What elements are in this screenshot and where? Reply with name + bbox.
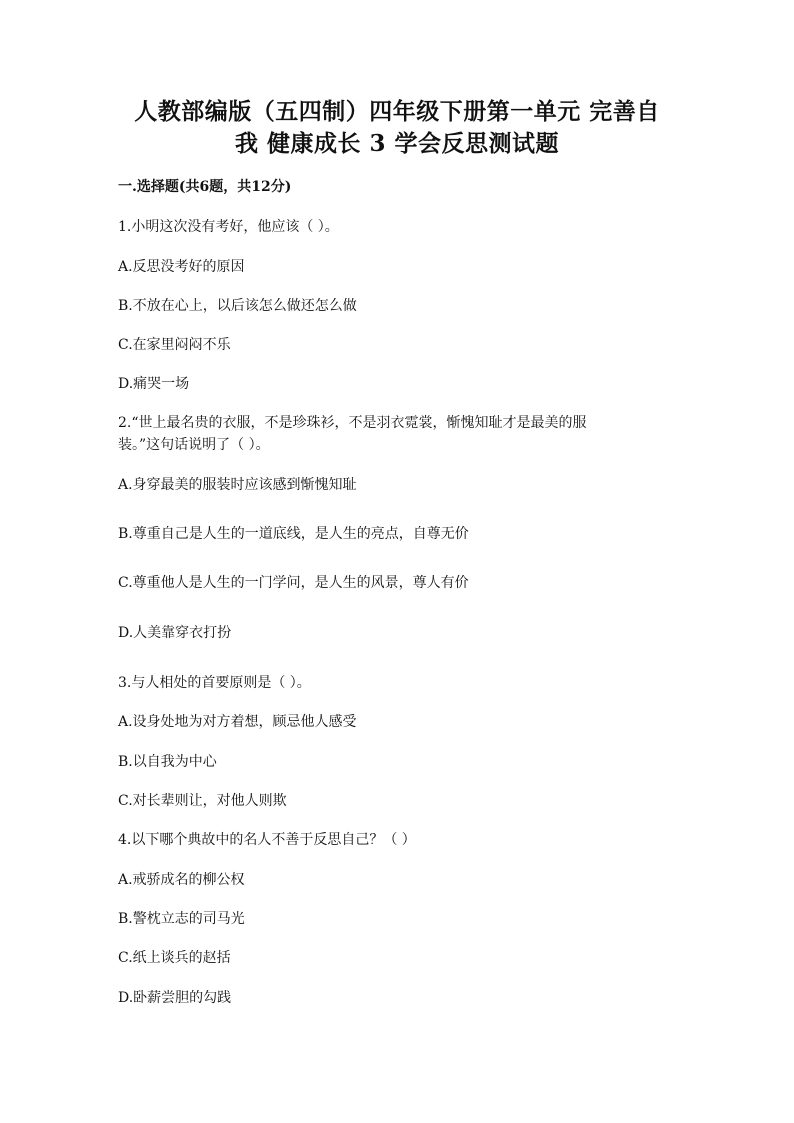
question-1-option-d: D.痛哭一场 (118, 376, 190, 392)
question-3-stem: 3.与人相处的首要原则是（ ）。 (118, 675, 311, 691)
question-4-option-b: B.警枕立志的司马光 (118, 911, 245, 927)
question-3-option-c: C.对长辈则让，对他人则欺 (118, 793, 287, 809)
section-heading: 一.选择题(共6题，共12分) (118, 179, 292, 195)
question-2-option-c: C.尊重他人是人生的一门学问，是人生的风景，尊人有价 (118, 575, 469, 591)
question-2-option-d: D.人美靠穿衣打扮 (118, 625, 232, 641)
question-2-option-a: A.身穿最美的服装时应该感到惭愧知耻 (118, 477, 357, 493)
question-4-option-c: C.纸上谈兵的赵括 (118, 950, 231, 966)
question-2-stem-line-1: 2.“世上最名贵的衣服，不是珍珠衫，不是羽衣霓裳，惭愧知耻才是最美的服 (118, 415, 587, 431)
question-4-option-d: D.卧薪尝胆的勾践 (118, 990, 232, 1006)
question-1-option-c: C.在家里闷闷不乐 (118, 337, 231, 353)
document-title-line-1: 人教部编版（五四制）四年级下册第一单元 完善自 (134, 98, 660, 125)
question-2-option-b: B.尊重自己是人生的一道底线，是人生的亮点，自尊无价 (118, 526, 469, 542)
question-1-option-b: B.不放在心上，以后该怎么做还怎么做 (118, 298, 357, 314)
document-title-line-2: 我 健康成长 3 学会反思测试题 (234, 130, 560, 157)
question-4-option-a: A.戒骄成名的柳公权 (118, 872, 245, 888)
question-3-option-b: B.以自我为中心 (118, 754, 217, 770)
question-3-option-a: A.设身处地为对方着想，顾忌他人感受 (118, 714, 357, 730)
question-4-stem: 4.以下哪个典故中的名人不善于反思自己？（ ） (118, 832, 416, 848)
question-1-option-a: A.反思没考好的原因 (118, 259, 245, 275)
question-1-stem: 1.小明这次没有考好，他应该（ ）。 (118, 219, 339, 235)
question-2-stem-line-2: 装。”这句话说明了（ ）。 (118, 437, 270, 453)
